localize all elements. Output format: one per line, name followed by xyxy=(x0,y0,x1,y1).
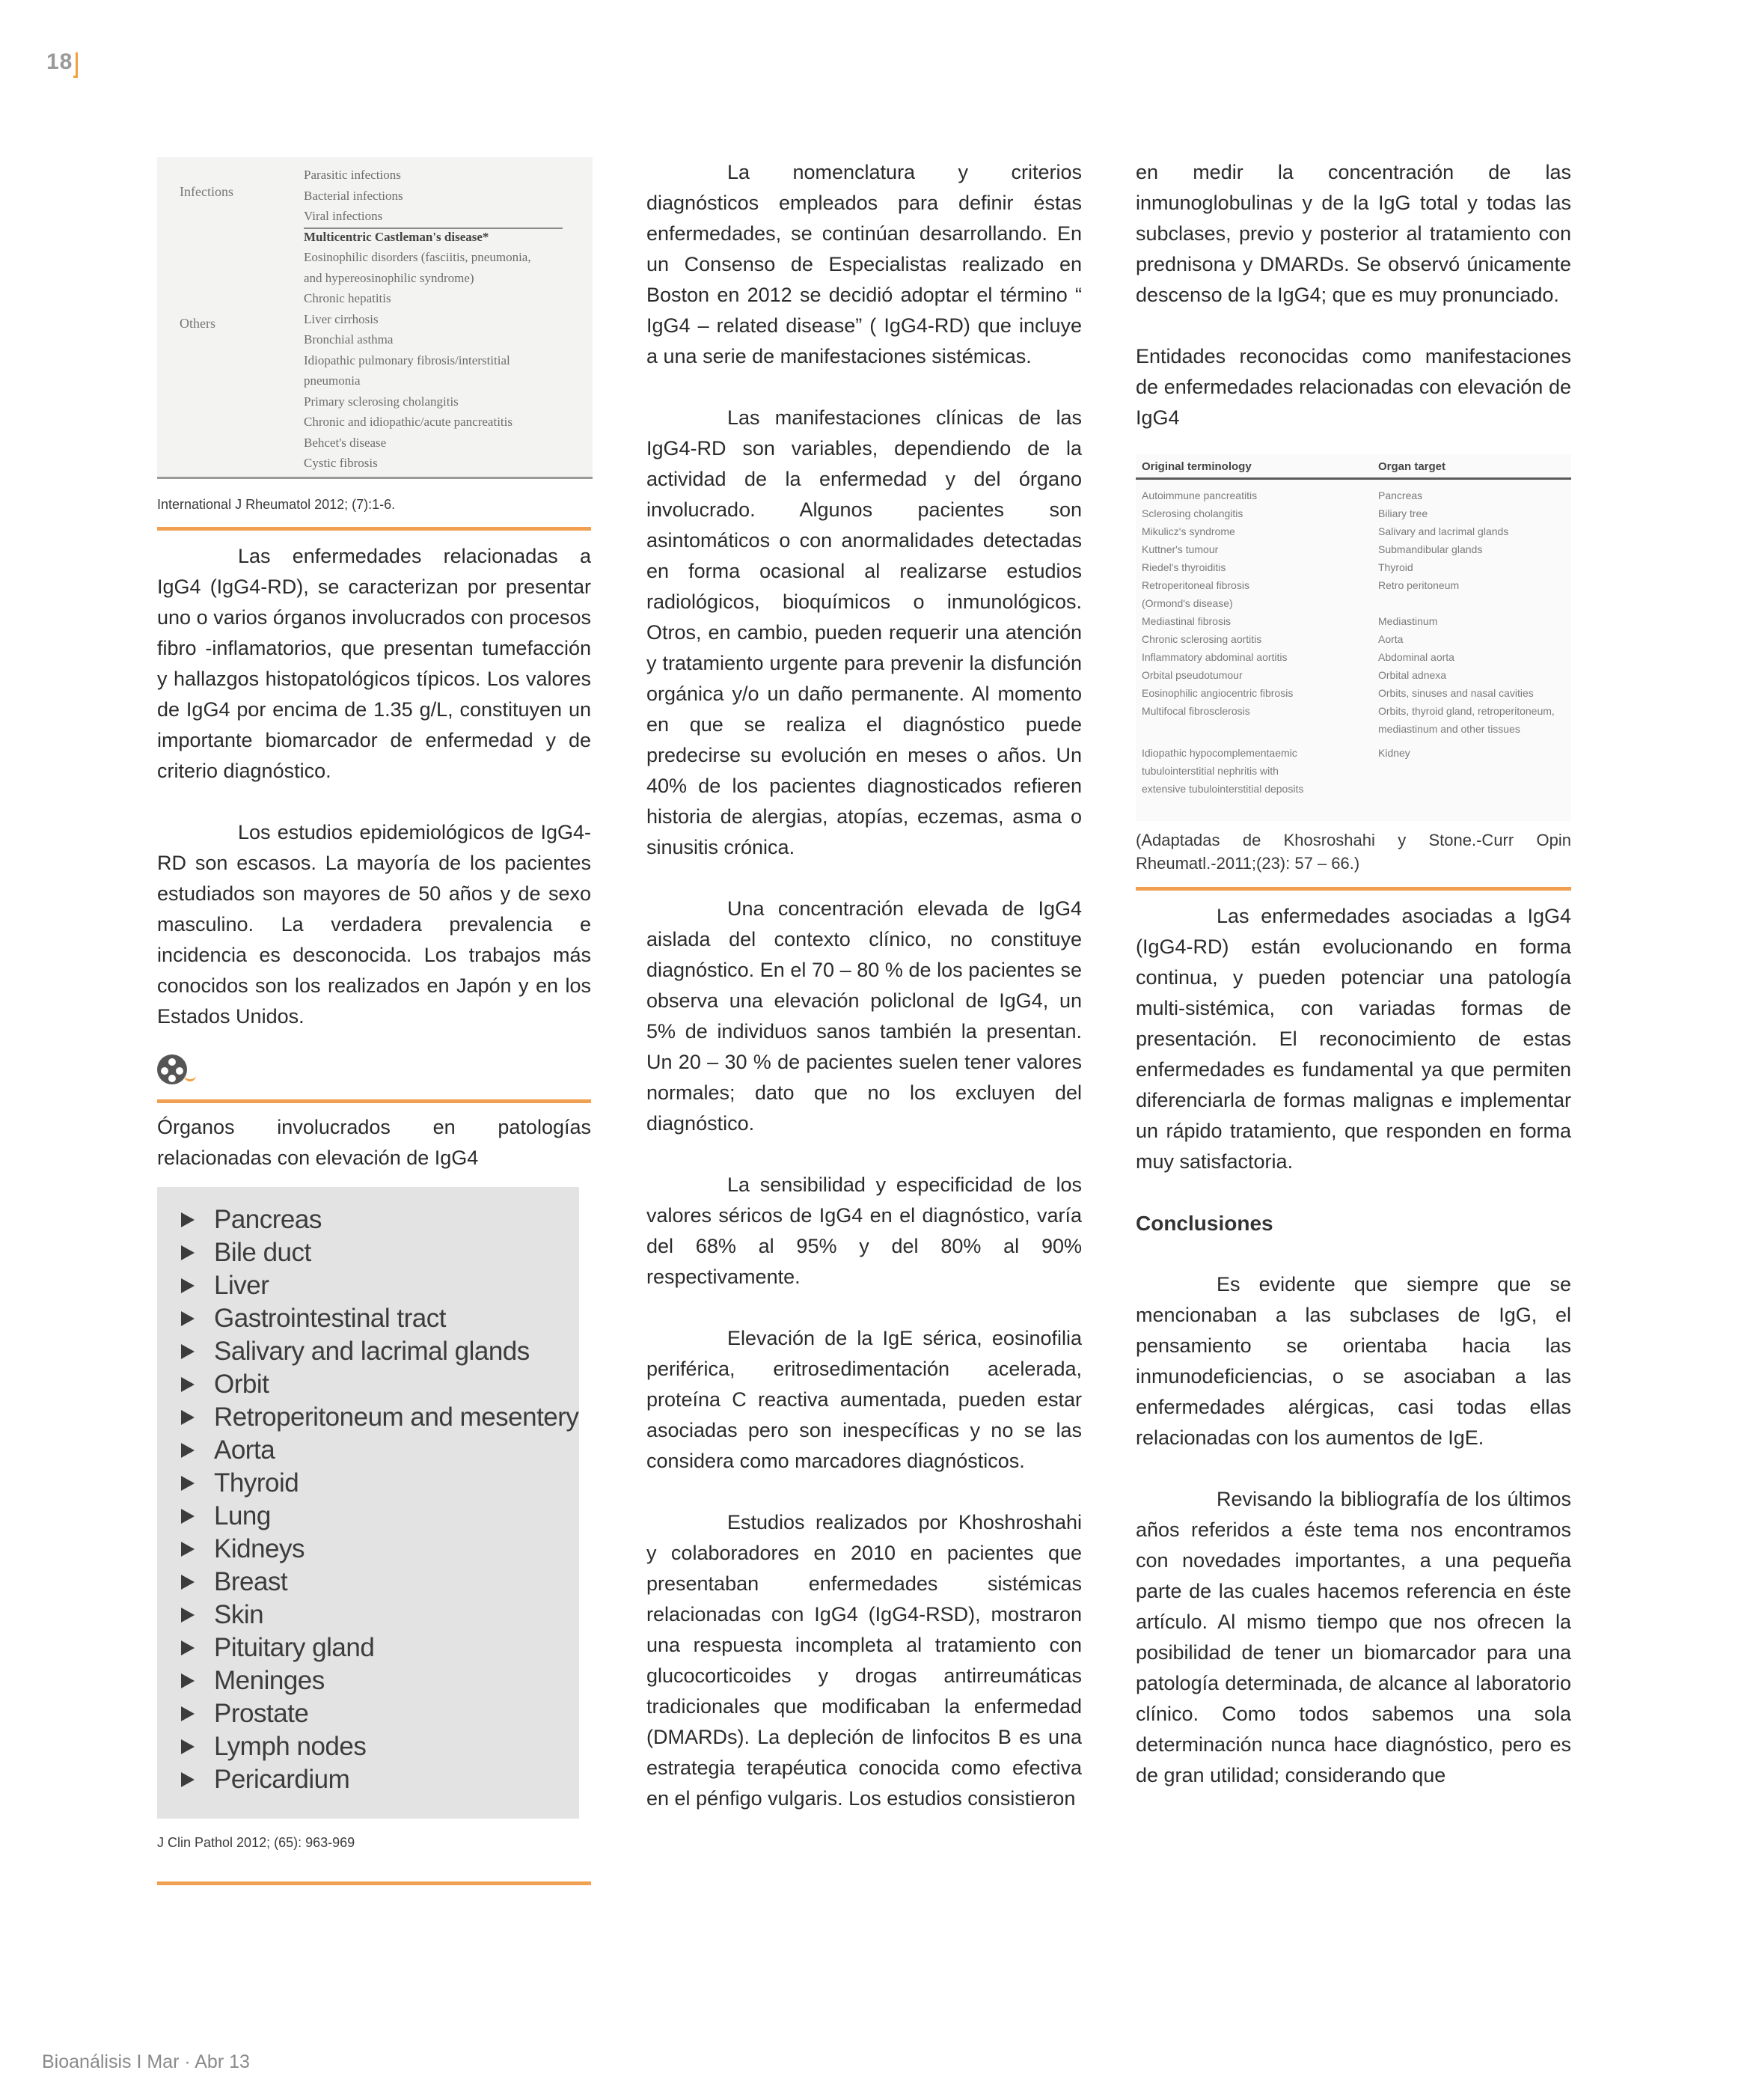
organs-title: Órganos involucrados en patologías relacionadas con elevación de IgG4 xyxy=(157,1116,591,1169)
table-item: Multicentric Castleman's disease* xyxy=(304,229,489,244)
table-cell: Aorta xyxy=(1378,633,1404,645)
triangle-bullet-icon xyxy=(181,1509,195,1524)
organ-list-item xyxy=(181,1599,579,1632)
triangle-bullet-icon xyxy=(181,1542,195,1557)
section-heading: Conclusiones xyxy=(1136,1212,1273,1235)
page-footer: Bioanálisis I Mar · Abr 13 xyxy=(42,2051,250,2072)
organ-list-item xyxy=(181,1236,579,1269)
paragraph: Los estudios epidemiológicos de IgG4-RD son escasos. La mayoría de los pacientes estudiados son mayores de 50 años y de sexo masculino. La verdadera prevalencia e incidencia es desconocida. Los trabajos más conocidos son los realizados en Japón y en los Estados Unidos. xyxy=(157,821,591,1028)
table-cell: Orbital adnexa xyxy=(1378,669,1447,681)
table-cell: Chronic sclerosing aortitis xyxy=(1142,633,1262,645)
table-item: Behcet's disease xyxy=(304,435,387,450)
paragraph: Las manifestaciones clínicas de las IgG4-RD son variables, dependiendo de la actividad de la enfermedad y del órgano involucrado. Algunos pacientes son asintomáticos o con anormalidades detectadas en forma ocasional al realizarse estudios radiológicos, bioquímicos o inmunológicos. Otros, en cambio, pueden requerir una atención y tratamiento urgente para prevenir la disfunción orgánica y/o un daño permanente. Al momento en que se realiza el diagnóstico puede predecirse su evolución en meses o años. Un 40% de los pacientes diagnosticados refieren historia de alergias, atopías, eczemas, asma o sinusitis crónica. xyxy=(646,406,1082,858)
group-label: Infections xyxy=(180,184,233,199)
organ-list-item xyxy=(181,1730,579,1763)
table-item: and hypereosinophilic syndrome) xyxy=(304,270,474,285)
table-cell: Idiopathic hypocomplementaemic xyxy=(1142,747,1297,759)
table-cell: Abdominal aorta xyxy=(1378,651,1454,663)
triangle-bullet-icon xyxy=(181,1245,195,1260)
organ-list-item xyxy=(181,1203,579,1236)
organ-name: Gastrointestinal tract xyxy=(214,1304,446,1333)
table-header-cell: Organ target xyxy=(1378,460,1446,473)
table-items xyxy=(304,165,585,474)
table-cell: Retroperitoneal fibrosis xyxy=(1142,579,1249,591)
table-cell: Riedel's thyroiditis xyxy=(1142,561,1226,573)
organ-name: Skin xyxy=(214,1600,264,1629)
triangle-bullet-icon xyxy=(181,1640,195,1655)
organ-name: Lymph nodes xyxy=(214,1732,367,1761)
list-caption: J Clin Pathol 2012; (65): 963-969 xyxy=(157,1835,355,1850)
organ-name: Liver xyxy=(214,1271,269,1300)
table-other-conditions-image xyxy=(157,157,593,479)
organ-list-item xyxy=(181,1763,579,1796)
paragraph: en medir la concentración de las inmunoglobulinas y de la IgG total y todas las subclases, previo y posterior al tratamiento con prednisona y DMARDs. Se observó únicamente descenso de la IgG4; que es muy pronunciado. xyxy=(1136,161,1571,306)
organ-name: Pericardium xyxy=(214,1765,350,1794)
table-cell: Retro peritoneum xyxy=(1378,579,1460,591)
table-bottom-rule xyxy=(157,477,593,479)
organs-list-image xyxy=(157,1187,579,1819)
table-cell: Sclerosing cholangitis xyxy=(1142,507,1243,519)
table-cell: Orbits, thyroid gland, retroperitoneum, xyxy=(1378,705,1555,717)
group-label: Others xyxy=(180,316,215,331)
column-left xyxy=(157,157,591,1885)
organ-list-item xyxy=(181,1401,579,1434)
organ-list-item xyxy=(181,1500,579,1533)
page-number: 18 xyxy=(46,49,73,74)
organ-name: Orbit xyxy=(214,1370,269,1399)
table-item: Bacterial infections xyxy=(304,188,403,203)
organ-list-item xyxy=(181,1269,579,1302)
table-item: Idiopathic pulmonary fibrosis/interstitial xyxy=(304,352,510,367)
table-item: Liver cirrhosis xyxy=(304,311,379,326)
triangle-bullet-icon xyxy=(181,1706,195,1721)
organ-list-item xyxy=(181,1302,579,1335)
triangle-bullet-icon xyxy=(181,1673,195,1688)
table-item: Parasitic infections xyxy=(304,168,401,182)
table-cell: Orbital pseudotumour xyxy=(1142,669,1243,681)
table-cell: Eosinophilic angiocentric fibrosis xyxy=(1142,687,1294,699)
triangle-bullet-icon xyxy=(181,1410,195,1425)
triangle-bullet-icon xyxy=(181,1377,195,1392)
organ-name: Pituitary gland xyxy=(214,1633,375,1662)
section-divider xyxy=(157,1881,591,1885)
table-cell: Pancreas xyxy=(1378,489,1423,501)
paragraph: La sensibilidad y especificidad de los valores séricos de IgG4 en el diagnóstico, varía del 68% al 95% y del 80% al 90% respectivamente. xyxy=(646,1173,1082,1288)
table-item: Bronchial asthma xyxy=(304,332,394,347)
triangle-bullet-icon xyxy=(181,1212,195,1227)
table-cell: Salivary and lacrimal glands xyxy=(1378,525,1509,537)
organ-name: Retroperitoneum and mesentery xyxy=(214,1402,579,1432)
table-cell: Submandibular glands xyxy=(1378,543,1483,555)
table-cell: Multifocal fibrosclerosis xyxy=(1142,705,1250,717)
triangle-bullet-icon xyxy=(181,1739,195,1754)
organ-name: Prostate xyxy=(214,1699,309,1728)
table-cell: Mediastinal fibrosis xyxy=(1142,615,1232,627)
table-caption: International J Rheumatol 2012; (7):1-6. xyxy=(157,497,396,512)
organ-name: Aorta xyxy=(214,1435,275,1465)
paragraph: Revisando la bibliografía de los últimos años referidos a éste tema nos encontramos con novedades importantes, a una pequeña parte de las cuales hacemos referencia en éste artículo. Al mismo tiempo que nos ofrecen la posibilidad de tener un biomarcador para una patología determinada, de alcance al laboratorio clínico. Como todos sabemos una sola determinación nunca hace diagnóstico, pero es de gran utilidad; considerando que xyxy=(1136,1488,1571,1786)
table-item: Cystic fibrosis xyxy=(304,456,378,470)
paragraph: Las enfermedades asociadas a IgG4 (IgG4-RD) están evolucionando en forma continua, y pueden potenciar una patología multi-sistémica, con variadas formas de presentación. El reconocimiento de estas enfermedades es fundamental ya que permiten diferenciarla de formas malignas e implementar un rápido tratamiento, que responden en forma muy satisfactoria. xyxy=(1136,905,1571,1173)
table-header xyxy=(1136,454,1571,480)
table-header-cell: Original terminology xyxy=(1142,460,1252,473)
table-item: Chronic hepatitis xyxy=(304,291,391,305)
table-item: Chronic and idiopathic/acute pancreatitis xyxy=(304,415,513,429)
paragraph: Una concentración elevada de IgG4 aislada del contexto clínico, no constituye diagnóstico. En el 70 – 80 % de los pacientes se observa una elevación policlonal de IgG4, un 5% de individuos sanos también la presentan. Un 20 – 30 % de pacientes suelen tener valores normales; dato que no los excluyen del diagnóstico. xyxy=(646,897,1082,1135)
table-caption: (Adaptadas de Khosroshahi y Stone.-Curr Opin Rheumatl.-2011;(23): 57 – 66.) xyxy=(1136,831,1571,873)
table-cell: tubulointerstitial nephritis with xyxy=(1142,765,1279,777)
table-cell: Inflammatory abdominal aortitis xyxy=(1142,651,1288,663)
table-item: Primary sclerosing cholangitis xyxy=(304,394,459,409)
paragraph: Elevación de la IgE sérica, eosinofilia periférica, eritrosedimentación acelerada, proteína C reactiva aumentada, pueden estar asociadas pero son inespecíficas y no se las considera como marcadores diagnósticos. xyxy=(646,1327,1082,1472)
organ-list-item xyxy=(181,1368,579,1401)
organ-name: Thyroid xyxy=(214,1468,299,1498)
organ-name: Kidneys xyxy=(214,1534,305,1563)
paragraph: Las enfermedades relacionadas a IgG4 (IgG4-RD), se caracterizan por presentar uno o varios órganos involucrados con procesos fibro -inflamatorios, que presentan tumefacción y hallazgos histopatológicos típicos. Los valores de IgG4 por encima de 1.35 g/L, constituyen un importante biomarcador de enfermedad y de criterio diagnóstico. xyxy=(157,545,591,782)
paragraph: Es evidente que siempre que se mencionaban a las subclases de IgG, el pensamiento se orientaba hacia las inmunodeficiencias, o se asociaban a las enfermedades alérgicas, casi todas ellas relacionadas con los aumentos de IgE. xyxy=(1136,1273,1571,1449)
organ-list-item xyxy=(181,1566,579,1599)
organ-list-item xyxy=(181,1335,579,1368)
organ-name: Lung xyxy=(214,1501,271,1530)
organ-list-item xyxy=(181,1434,579,1467)
organ-list-item xyxy=(181,1632,579,1664)
film-reel-icon xyxy=(157,1054,591,1095)
organ-name: Meninges xyxy=(214,1666,325,1695)
table-cell: Biliary tree xyxy=(1378,507,1428,519)
table-item: Eosinophilic disorders (fasciitis, pneumonia, xyxy=(304,250,531,264)
table-cell: Thyroid xyxy=(1378,561,1413,573)
triangle-bullet-icon xyxy=(181,1575,195,1590)
paragraph: Entidades reconocidas como manifestaciones de enfermedades relacionadas con elevación de IgG4 xyxy=(1136,345,1571,429)
organ-name: Breast xyxy=(214,1567,288,1596)
table-item: pneumonia xyxy=(304,373,361,388)
organ-name: Pancreas xyxy=(214,1205,322,1234)
organ-list-item xyxy=(181,1697,579,1730)
organ-name: Salivary and lacrimal glands xyxy=(214,1337,530,1366)
terminology-table-image xyxy=(1136,454,1571,821)
triangle-bullet-icon xyxy=(181,1608,195,1623)
table-cell: Kuttner's tumour xyxy=(1142,543,1219,555)
triangle-bullet-icon xyxy=(181,1443,195,1458)
table-cell: Orbits, sinuses and nasal cavities xyxy=(1378,687,1534,699)
triangle-bullet-icon xyxy=(181,1311,195,1326)
triangle-bullet-icon xyxy=(181,1278,195,1293)
paragraph: La nomenclatura y criterios diagnósticos empleados para definir éstas enfermedades, se continúan desarrollando. En un Consenso de Especialistas realizado en Boston en 2012 se decidió adoptar el término “ IgG4 – related disease” ( IgG4-RD) que incluye a una serie de manifestaciones sistémicas. xyxy=(646,161,1082,367)
organ-name: Bile duct xyxy=(214,1238,311,1267)
table-cell: Mediastinum xyxy=(1378,615,1438,627)
organ-list-item xyxy=(181,1467,579,1500)
column-middle xyxy=(646,157,1082,1814)
triangle-bullet-icon xyxy=(181,1476,195,1491)
table-cell: (Ormond's disease) xyxy=(1142,597,1233,609)
table-cell: Mikulicz's syndrome xyxy=(1142,525,1235,537)
table-cell: Autoimmune pancreatitis xyxy=(1142,489,1258,501)
triangle-bullet-icon xyxy=(181,1344,195,1359)
table-cell: mediastinum and other tissues xyxy=(1378,723,1520,735)
triangle-bullet-icon xyxy=(181,1772,195,1787)
paragraph: Estudios realizados por Khoshroshahi y colaboradores en 2010 en pacientes que presentaban enfermedades sistémicas relacionadas con IgG4 (IgG4-RSD), mostraron una respuesta incompleta al tratamiento con glucocorticoides y drogas antirreumáticas tradicionales que modificaban la enfermedad (DMARDs). La depleción de linfocitos B es una estrategia terapéutica conocida como efectiva en el pénfigo vulgaris. Los estudios consistieron xyxy=(646,1511,1082,1810)
table-cell: Kidney xyxy=(1378,747,1410,759)
page-number-mark xyxy=(73,52,78,78)
organ-list-item xyxy=(181,1533,579,1566)
column-right xyxy=(1136,157,1571,1791)
table-item: Viral infections xyxy=(304,209,383,223)
table-cell: extensive tubulointerstitial deposits xyxy=(1142,783,1304,795)
organ-list-item xyxy=(181,1664,579,1697)
